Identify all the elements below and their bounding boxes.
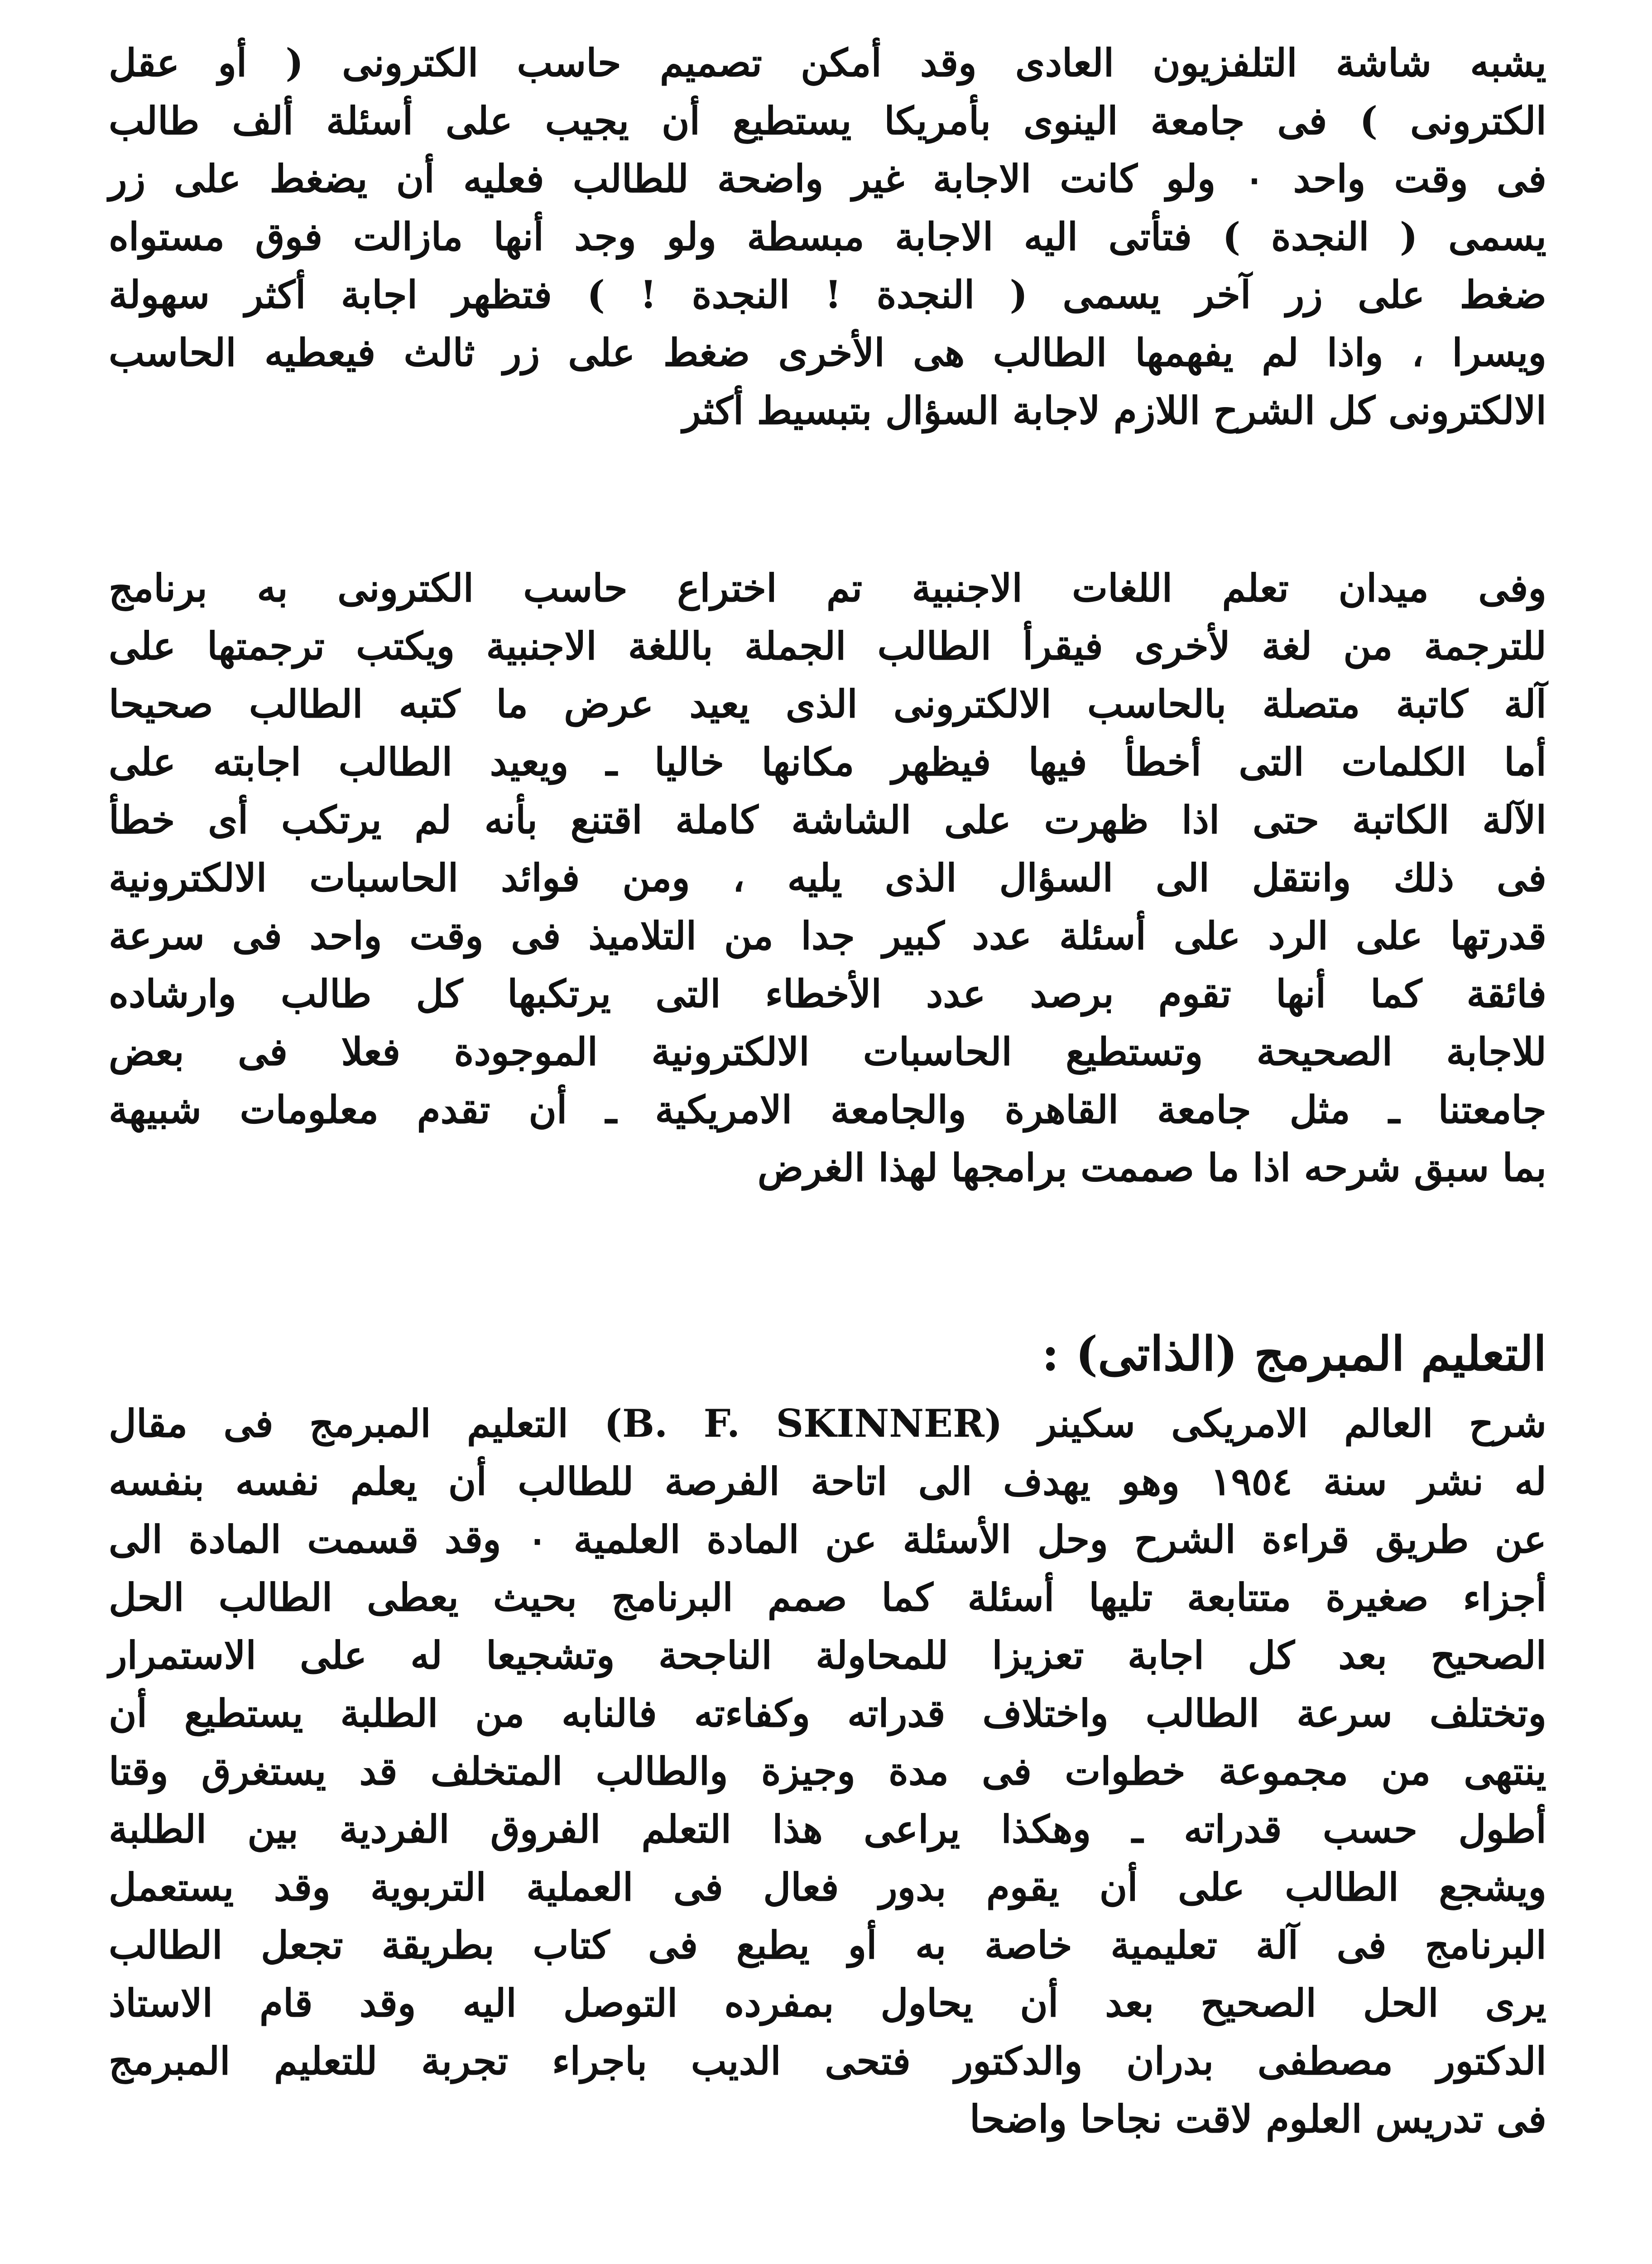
paragraph-2 (109, 559, 1546, 1197)
paragraph-3 (109, 1395, 1546, 2148)
paragraph-line: عن طريق قراءة الشرح وحل الأسئلة عن المادة العلمية ٠ وقد قسمت المادة الى (109, 1517, 1547, 1562)
paragraph-line: للترجمة من لغة لأخرى فيقرأ الطالب الجملة باللغة الاجنبية ويكتب ترجمتها على (109, 624, 1546, 668)
paragraph-line: يشبه شاشة التلفزيون العادى وقد أمكن تصميم حاسب الكترونى ( أو عقل (109, 40, 1546, 85)
paragraph-line: وفى ميدان تعلم اللغات الاجنبية تم اختراع حاسب الكترونى به برنامج (109, 566, 1546, 610)
paragraph-line: فى وقت واحد ٠ ولو كانت الاجابة غير واضحة للطالب فعليه أن يضغط على زر (109, 156, 1546, 201)
paragraph-line: للاجابة الصحيحة وتستطيع الحاسبات الالكترونية الموجودة فعلا فى بعض (109, 1029, 1546, 1074)
paragraph-line: فى ذلك وانتقل الى السؤال الذى يليه ، ومن فوائد الحاسبات الالكترونية (109, 855, 1546, 900)
paragraph-line: البرنامج فى آلة تعليمية خاصة به أو يطبع فى كتاب بطريقة تجعل الطالب (109, 1923, 1546, 1967)
paragraph-line: أما الكلمات التى أخطأ فيها فيظهر مكانها خاليا ـ ويعيد الطالب اجابته على (109, 739, 1546, 784)
paragraph-line: يسمى ( النجدة ) فتأتى اليه الاجابة مبسطة ولو وجد أنها مازالت فوق مستواه (109, 214, 1547, 259)
paragraph-line: فائقة كما أنها تقوم برصد عدد الأخطاء التى يرتكبها كل طالب وارشاده (109, 971, 1546, 1016)
paragraph-line: قدرتها على الرد على أسئلة عدد كبير جدا من التلاميذ فى وقت واحد فى سرعة (109, 913, 1546, 958)
paragraph-line: فى تدريس العلوم لاقت نجاحا واضحا (970, 2096, 1546, 2141)
paragraph-line: أجزاء صغيرة متتابعة تليها أسئلة كما صمم البرنامج بحيث يعطى الطالب الحل (109, 1575, 1546, 1620)
paragraph-line: آلة كاتبة متصلة بالحاسب الالكترونى الذى يعيد عرض ما كتبه الطالب صحيحا (109, 681, 1546, 726)
paragraph-line: ضغط على زر آخر يسمى ( النجدة ! النجدة ! ) فتظهر اجابة أكثر سهولة (109, 272, 1546, 317)
paragraph-line: الالكترونى كل الشرح اللازم لاجابة السؤال بتبسيط أكثر (682, 388, 1546, 433)
paragraph-line: الكترونى ) فى جامعة الينوى بأمريكا يستطيع أن يجيب على أسئلة ألف طالب (109, 98, 1546, 143)
paragraph-1 (109, 34, 1546, 440)
paragraph-line: يرى الحل الصحيح بعد أن يحاول بمفرده التوصل اليه وقد قام الاستاذ (109, 1981, 1546, 2025)
paragraph-line: الدكتور مصطفى بدران والدكتور فتحى الديب باجراء تجربة للتعليم المبرمج (109, 2039, 1546, 2083)
paragraph-line: له نشر سنة ١٩٥٤ وهو يهدف الى اتاحة الفرصة للطالب أن يعلم نفسه بنفسه (109, 1459, 1546, 1504)
paragraph-line: شرح العالم الامريكى سكينر (B. F. SKINNER) التعليم المبرمج فى مقال (109, 1401, 1546, 1446)
section-heading: التعليم المبرمج (الذاتى) : (1042, 1326, 1546, 1381)
paragraph-line: الآلة الكاتبة حتى اذا ظهرت على الشاشة كاملة اقتنع بأنه لم يرتكب أى خطأ (109, 797, 1546, 842)
paragraph-line: ويشجع الطالب على أن يقوم بدور فعال فى العملية التربوية وقد يستعمل (109, 1865, 1546, 1909)
paragraph-line: وتختلف سرعة الطالب واختلاف قدراته وكفاءته فالنابه من الطلبة يستطيع أن (109, 1691, 1546, 1736)
paragraph-line: ويسرا ، واذا لم يفهمها الطالب هى الأخرى ضغط على زر ثالث فيعطيه الحاسب (109, 330, 1546, 375)
paragraph-line: جامعتنا ـ مثل جامعة القاهرة والجامعة الامريكية ـ أن تقدم معلومات شبيهة (109, 1087, 1546, 1132)
paragraph-line: الصحيح بعد كل اجابة تعزيزا للمحاولة الناجحة وتشجيعا له على الاستمرار (109, 1633, 1546, 1678)
paragraph-line: بما سبق شرحه اذا ما صممت برامجها لهذا الغرض (757, 1145, 1546, 1190)
paragraph-line: أطول حسب قدراته ـ وهكذا يراعى هذا التعلم الفروق الفردية بين الطلبة (109, 1807, 1546, 1851)
paragraph-line: ينتهى من مجموعة خطوات فى مدة وجيزة والطالب المتخلف قد يستغرق وقتا (109, 1749, 1546, 1794)
